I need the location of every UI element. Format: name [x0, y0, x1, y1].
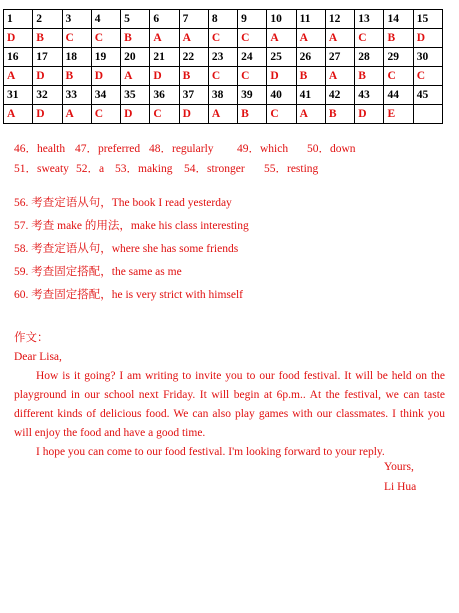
fill-blank-47: 47．preferred	[75, 143, 141, 155]
fill-blank-line-1	[14, 142, 356, 156]
answer-cell: A	[296, 29, 325, 48]
essay-signature: Li Hua	[384, 481, 417, 493]
question-number-cell: 21	[150, 48, 179, 67]
question-number-cell: 7	[179, 10, 208, 29]
fill-blank-53: 53．making	[115, 163, 173, 175]
answer-cell: D	[413, 29, 442, 48]
answer-cell: A	[325, 29, 354, 48]
sentence-item-60: 60. 考查固定搭配，he is very strict with himself	[14, 289, 244, 301]
answer-cell: B	[33, 29, 62, 48]
answer-cell: B	[355, 67, 384, 86]
answer-table	[3, 9, 443, 124]
sentence-item-57: 57. 考查 make 的用法，make his class interesting	[14, 220, 249, 232]
question-number-cell: 18	[62, 48, 91, 67]
answer-cell: D	[121, 105, 150, 124]
question-number-cell: 32	[33, 86, 62, 105]
answer-cell: C	[150, 105, 179, 124]
answer-cell: A	[296, 105, 325, 124]
answer-cell: B	[121, 29, 150, 48]
answer-cell: D	[267, 67, 296, 86]
question-number-cell: 13	[355, 10, 384, 29]
question-number-cell: 24	[238, 48, 267, 67]
question-number-cell: 1	[4, 10, 33, 29]
question-number-cell: 40	[267, 86, 296, 105]
question-number-cell: 28	[355, 48, 384, 67]
question-number-cell: 2	[33, 10, 62, 29]
fill-blank-50: 50．down	[307, 143, 356, 155]
fill-blank-48: 48．regularly	[149, 143, 214, 155]
answer-table-body	[4, 10, 443, 124]
question-number-row	[4, 10, 443, 29]
answer-cell: A	[208, 105, 237, 124]
question-number-cell: 44	[384, 86, 413, 105]
question-number-row	[4, 48, 443, 67]
answer-cell: C	[91, 105, 120, 124]
question-number-cell: 16	[4, 48, 33, 67]
question-number-cell: 30	[413, 48, 442, 67]
answer-cell: B	[238, 105, 267, 124]
question-number-cell: 4	[91, 10, 120, 29]
fill-blank-46: 46．health	[14, 143, 66, 155]
fill-blank-52: 52．a	[76, 163, 105, 175]
answer-cell: C	[384, 67, 413, 86]
answer-row	[4, 29, 443, 48]
answer-cell: E	[384, 105, 413, 124]
sentence-item-59: 59. 考查固定搭配，the same as me	[14, 266, 182, 278]
question-number-cell: 17	[33, 48, 62, 67]
question-number-cell: 15	[413, 10, 442, 29]
question-number-cell: 43	[355, 86, 384, 105]
fill-blank-55: 55．resting	[264, 163, 319, 175]
fill-blank-line-2	[14, 162, 318, 176]
question-number-cell: 41	[296, 86, 325, 105]
answer-cell: C	[208, 29, 237, 48]
question-number-cell: 12	[325, 10, 354, 29]
question-number-cell: 10	[267, 10, 296, 29]
question-number-cell: 33	[62, 86, 91, 105]
essay-closing: Yours,	[384, 461, 414, 473]
question-number-cell: 14	[384, 10, 413, 29]
essay	[14, 329, 445, 462]
answer-cell: D	[33, 105, 62, 124]
question-number-cell: 27	[325, 48, 354, 67]
answer-cell: C	[238, 29, 267, 48]
answer-cell: B	[325, 105, 354, 124]
answer-cell: C	[267, 105, 296, 124]
answer-cell: A	[121, 67, 150, 86]
question-number-cell: 20	[121, 48, 150, 67]
question-number-cell: 22	[179, 48, 208, 67]
essay-paragraph-2: I hope you can come to our food festival. I'm looking forward to your reply.	[36, 446, 385, 458]
answer-cell	[413, 105, 442, 124]
answer-cell: C	[355, 29, 384, 48]
question-number-cell: 34	[91, 86, 120, 105]
answer-cell: C	[413, 67, 442, 86]
answer-cell: C	[238, 67, 267, 86]
answer-cell: B	[179, 67, 208, 86]
essay-greeting: Dear Lisa,	[14, 351, 62, 363]
question-number-cell: 42	[325, 86, 354, 105]
answer-cell: C	[208, 67, 237, 86]
answer-cell: D	[33, 67, 62, 86]
question-number-cell: 25	[267, 48, 296, 67]
answer-cell: B	[384, 29, 413, 48]
question-number-cell: 19	[91, 48, 120, 67]
answer-cell: D	[355, 105, 384, 124]
essay-heading: 作文：	[14, 332, 49, 344]
essay-paragraph-1: How is it going? I am writing to invite you to our food festival. It will be held on the playground in our school next Friday. It will begin at 6p.m.. At the festival, we can taste different kinds of delicious food. We can also play games with our classmates. I think you will enjoy the food and have a good time.	[14, 370, 445, 439]
question-number-cell: 8	[208, 10, 237, 29]
answer-cell: B	[62, 67, 91, 86]
question-number-cell: 9	[238, 10, 267, 29]
question-number-cell: 37	[179, 86, 208, 105]
fill-blank-49: 49．which	[237, 143, 289, 155]
answer-cell: B	[296, 67, 325, 86]
question-number-cell: 6	[150, 10, 179, 29]
question-number-cell: 31	[4, 86, 33, 105]
answer-cell: A	[4, 105, 33, 124]
answer-cell: A	[325, 67, 354, 86]
answer-cell: D	[91, 67, 120, 86]
answer-cell: C	[91, 29, 120, 48]
question-number-cell: 35	[121, 86, 150, 105]
question-number-cell: 23	[208, 48, 237, 67]
sentence-item-58: 58. 考查定语从句，where she has some friends	[14, 243, 239, 255]
answer-cell: A	[179, 29, 208, 48]
question-number-cell: 29	[384, 48, 413, 67]
answer-cell: A	[267, 29, 296, 48]
question-number-cell: 38	[208, 86, 237, 105]
answer-cell: C	[62, 29, 91, 48]
answer-cell: D	[150, 67, 179, 86]
question-number-cell: 39	[238, 86, 267, 105]
fill-blank-54: 54．stronger	[184, 163, 245, 175]
answer-cell: A	[62, 105, 91, 124]
question-number-cell: 36	[150, 86, 179, 105]
question-number-cell: 3	[62, 10, 91, 29]
question-number-cell: 5	[121, 10, 150, 29]
question-number-cell: 11	[296, 10, 325, 29]
sentence-item-56: 56. 考查定语从句，The book I read yesterday	[14, 197, 232, 209]
fill-blank-51: 51．sweaty	[14, 163, 69, 175]
question-number-row	[4, 86, 443, 105]
answer-cell: A	[150, 29, 179, 48]
question-number-cell: 26	[296, 48, 325, 67]
answer-cell: A	[4, 67, 33, 86]
answer-cell: D	[179, 105, 208, 124]
question-number-cell: 45	[413, 86, 442, 105]
answer-row	[4, 105, 443, 124]
answer-cell: D	[4, 29, 33, 48]
answer-row	[4, 67, 443, 86]
